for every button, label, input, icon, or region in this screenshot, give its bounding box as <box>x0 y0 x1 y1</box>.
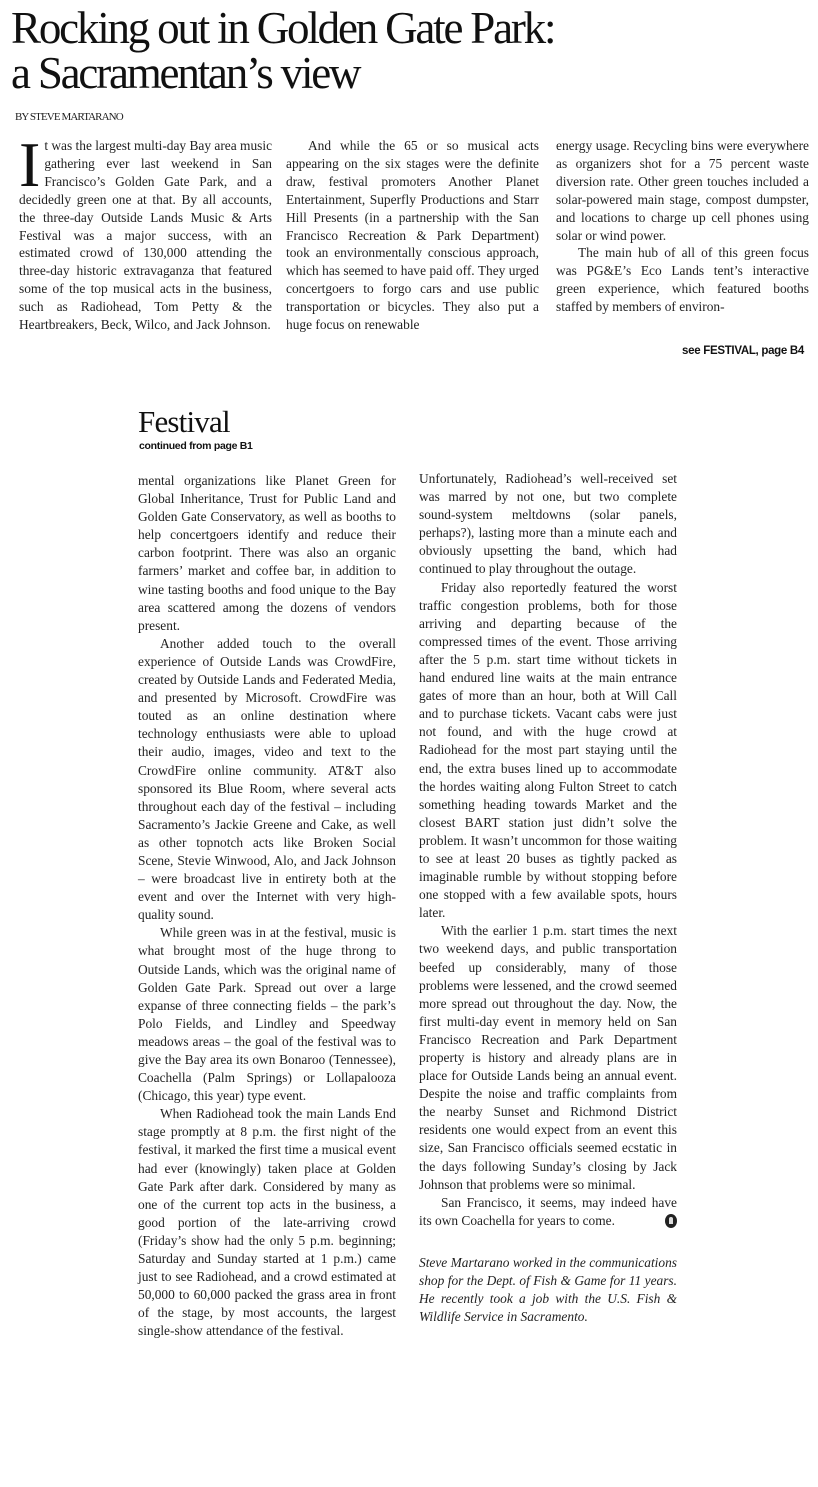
front-column-1 <box>19 129 273 334</box>
paragraph: With the earlier 1 p.m. start times the next two weekend days, and public transportation beefed up considerably, many of those problems were lessened, and the crowd seemed more spread out throughout the day. Now, the first multi-day event in memory held on San Francisco Recreation and Park Department property is history and already plans are in place for Outside Lands being an annual event. Despite the noise and traffic complaints from the nearby Sunset and Richmond District residents one would expect from an event this size, San Francisco officials seemed ecstatic in the days following Sunday’s closing by Jack Johnson that problems were so minimal. <box>419 923 677 1192</box>
headline-line-2: a Sacramentan’s view <box>11 48 360 98</box>
headline <box>11 3 811 98</box>
paragraph: Another added touch to the overall experience of Outside Lands was CrowdFire, created by Outside Lands and Federated Media, and presented by Microsoft. CrowdFire was touted as an online destination where technology enthusiasts were able to upload their audio, images, video and text to the CrowdFire online community. AT&T also sponsored its Blue Room, where several acts throughout each day of the festival – including Sacramento’s Jackie Greene and Cake, as well as other topnotch acts like Broken Social Scene, Stevie Winwood, Alo, and Jack Johnson – were broadcast live in entirety both at the event and over the Internet with very high-quality sound. <box>138 635 396 923</box>
paragraph: When Radiohead took the main Lands End stage promptly at 8 p.m. the first night of the festival, it marked the first time a musical event had ever (knowingly) taken place at Golden Gate Park after dark. Considered by many as one of the current top acts in the business, a good portion of the late-arriving crowd (Friday’s show had the only 5 p.m. beginning; Saturday and Sunday started at 1 p.m.) came just to see Radiohead, and a crowd estimated at 50,000 to 60,000 packed the grass area in front of the stage, by most accounts, the largest single-show attendance of the festival. <box>138 1106 396 1339</box>
paragraph: mental organizations like Planet Green for Global Inheritance, Trust for Public Land and Golden Gate Conservatory, as well as booths to help concertgoers identify and reduce their carbon footprint. There was also an organic farmers’ market and coffee bar, in addition to wine tasting booths and food unique to the Bay area scattered among the dozens of vendors present. <box>138 473 396 633</box>
jump-line: see FESTIVAL, page B4 <box>682 345 804 357</box>
paragraph <box>19 129 273 334</box>
continuation-subtitle: continued from page B1 <box>139 440 253 452</box>
paragraph-text: t was the largest multi-day Bay area music gathering ever last weekend in San Francisco’s Golden Gate Park, and a decidedly green one at that. By all accounts, the three-day Outside Lands Music & Arts Festival was a major success, with an estimated crowd of 130,000 attending the three-day historic extravaganza that featured some of the top musical acts in the business, such as Radiohead, Tom Petty & the Heartbreakers, Beck, Wilco, and Jack Johnson. <box>19 138 273 333</box>
paragraph: The main hub of all of this green focus was PG&E’s Eco Lands tent’s interactive green experience, which featured booths staffed by members of environ- <box>556 245 809 315</box>
front-column-2 <box>286 137 539 334</box>
paragraph: And while the 65 or so musical acts appearing on the six stages were the definite draw, festival promoters Another Planet Entertainment, Superfly Productions and Starr Hill Presents (in a partnership with the San Francisco Recreation & Park Department) took an environmentally conscious approach, which has seemed to have paid off. They urged concertgoers to forgo cars and use public transportation or bicycles. They also put a huge focus on renewable <box>286 138 539 333</box>
paragraph-text: San Francisco, it seems, may indeed have its own Coachella for years to come. <box>419 1194 677 1228</box>
byline: BY STEVE MARTARANO <box>15 111 123 123</box>
paragraph: Unfortunately, Radiohead’s well-received set was marred by not one, but two complete sound-system meltdowns (solar panels, perhaps?), lasting more than a minute each and obviously upsetting the band, which had continued to play throughout the outage. <box>419 471 677 577</box>
headline-line-1: Rocking out in Golden Gate Park: <box>11 3 555 53</box>
continuation-column-2 <box>419 470 677 1326</box>
continuation-title: Festival <box>138 404 230 439</box>
paragraph: energy usage. Recycling bins were everywhere as organizers shot for a 75 percent waste diversion rate. Other green touches included a solar-powered main stage, compost dumpster, and locations to charge up cell phones using solar or wind power. <box>556 138 809 243</box>
drop-cap: I <box>19 129 41 200</box>
end-of-story-icon <box>665 1214 677 1228</box>
front-column-3 <box>556 137 809 316</box>
continuation-column-1 <box>138 472 396 1341</box>
paragraph: While green was in at the festival, music is what brought most of the huge throng to Outside Lands, which was the original name of Golden Gate Park. Spread out over a large expanse of three connecting fields – the park’s Polo Fields, and Lindley and Speedway meadows areas – the goal of the festival was to give the Bay area its own Bonaroo (Tennessee), Coachella (Palm Springs) or Lollapalooza (Chicago, this year) type event. <box>138 925 396 1104</box>
paragraph: Friday also reportedly featured the worst traffic congestion problems, both for those arriving and departing because of the compressed times of the event. Those arriving after the 5 p.m. start time without tickets in hand endured line waits at the main entrance gates of more than an hour, both at Will Call and to purchase tickets. Vacant cabs were just not found, and with the huge crowd at Radiohead for the most part staying until the end, the extra buses lined up to accommodate the hordes waiting along Fulton Street to catch something heading towards Market and the closest BART station just didn’t solve the problem. It wasn’t uncommon for those waiting to see at least 20 buses as tightly packed as imaginable rumble by without stopping before one stopped with a few available spots, hours later. <box>419 579 677 921</box>
author-bio: Steve Martarano worked in the communications shop for the Dept. of Fish & Game for 11 years. He recently took a job with the U.S. Fish & Wildlife Service in Sacramento. <box>419 1254 677 1325</box>
paragraph <box>419 1194 677 1230</box>
